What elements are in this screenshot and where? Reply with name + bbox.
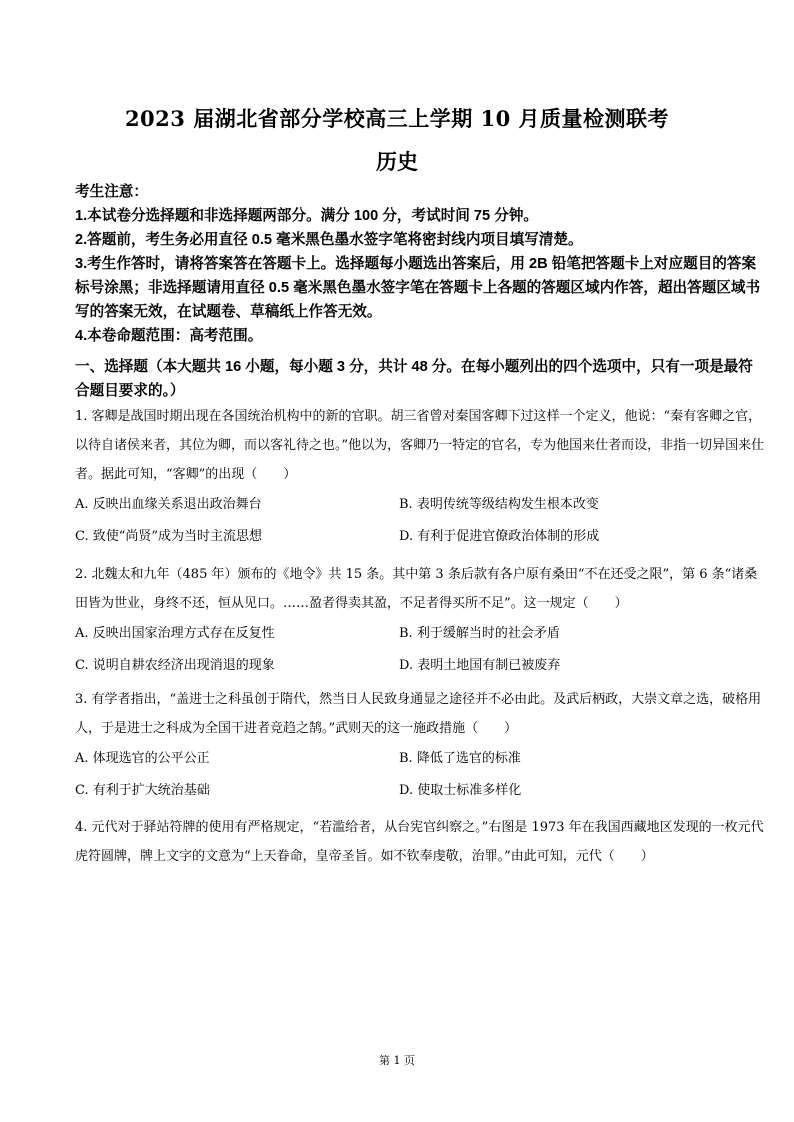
option-c: C. 说明自耕农经济出现消退的现象 [75, 658, 275, 673]
question-3 [75, 685, 765, 807]
question-stem: 1. 客卿是战国时期出现在各国统治机构中的新的官职。胡三省曾对秦国客卿下过这样一个定义，他说：“秦有客卿之官，以待自诸侯来者，其位为卿，而以客礼待之也。”他以为，客卿乃一特定的官名，专为他国来仕者而设，非指一切异国来仕者。据此可知，“客卿”的出现（ ） [75, 409, 765, 482]
option-d: D. 使取士标准多样化 [399, 783, 522, 798]
option-b: B. 表明传统等级结构发生根本改变 [399, 497, 599, 512]
notice-item-4: 4.本卷命题范围：高考范围。 [75, 328, 263, 344]
option-list [75, 743, 765, 807]
option-a: A. 反映出国家治理方式存在反复性 [75, 626, 275, 641]
question-stem: 3. 有学者指出，“盖进士之科虽创于隋代，然当日人民致身通显之途径并不必由此。及武后柄政，大崇文章之选，破格用人，于是进士之科成为全国干进者竞趋之鹄。”武则天的这一施政措施（ ） [75, 692, 762, 736]
exam-title: 2023 届湖北省部分学校高三上学期 10 月质量检测联考 [124, 106, 670, 131]
page-number: 第 1 页 [379, 1054, 415, 1067]
question-1 [75, 402, 765, 553]
option-list [75, 489, 765, 553]
section-heading: 一、选择题（本大题共 16 小题，每小题 3 分，共计 48 分。在每小题列出的四个选项中，只有一项是最符合题目要求的。） [75, 359, 753, 399]
option-c: C. 致使“尚贤”成为当时主流思想 [75, 529, 263, 544]
option-d: D. 有利于促进官僚政治体制的形成 [399, 529, 600, 544]
notice-item-2: 2.答题前，考生务必用直径 0.5 毫米黑色墨水签字笔将密封线内项目填写清楚。 [75, 232, 583, 248]
candidate-notice [75, 180, 765, 348]
question-4 [75, 813, 765, 871]
option-b: B. 降低了选官的标准 [399, 751, 521, 766]
notice-item-1: 1.本试卷分选择题和非选择题两部分。满分 100 分，考试时间 75 分钟。 [75, 208, 539, 224]
question-2 [75, 560, 765, 682]
notice-heading: 考生注意： [75, 184, 148, 200]
question-stem: 4. 元代对于驿站符牌的使用有严格规定，“若滥给者，从台宪官纠察之。”右图是 1973 年在我国西藏地区发现的一枚元代虎符圆牌，牌上文字的文意为“上天眷命，皇帝圣旨。如不钦奉虔敬，治罪。”由此可知，元代（ ） [75, 820, 764, 864]
option-c: C. 有利于扩大统治基础 [75, 783, 210, 798]
option-d: D. 表明土地国有制已被废弃 [399, 658, 561, 673]
option-list [75, 618, 765, 682]
notice-item-3: 3.考生作答时，请将答案答在答题卡上。选择题每小题选出答案后，用 2B 铅笔把答题卡上对应题目的答案标号涂黑；非选择题请用直径 0.5 毫米黑色墨水签字笔在答题卡上各题的答题区域内作答，超出答题区域书写的答案无效，在试题卷、草稿纸上作答无效。 [75, 256, 761, 320]
subject-title: 历史 [376, 149, 418, 174]
option-a: A. 体现选官的公平公正 [75, 751, 210, 766]
question-stem: 2. 北魏太和九年（485 年）颁布的《地令》共 15 条。其中第 3 条后款有各户原有桑田“不在还受之限”，第 6 条“诸桑田皆为世业，身终不还，恒从见口。……盈者得卖其盈，不足者得买所不足”。这一规定（ ） [75, 567, 758, 611]
option-b: B. 利于缓解当时的社会矛盾 [399, 626, 560, 641]
option-a: A. 反映出血缘关系退出政治舞台 [75, 497, 262, 512]
